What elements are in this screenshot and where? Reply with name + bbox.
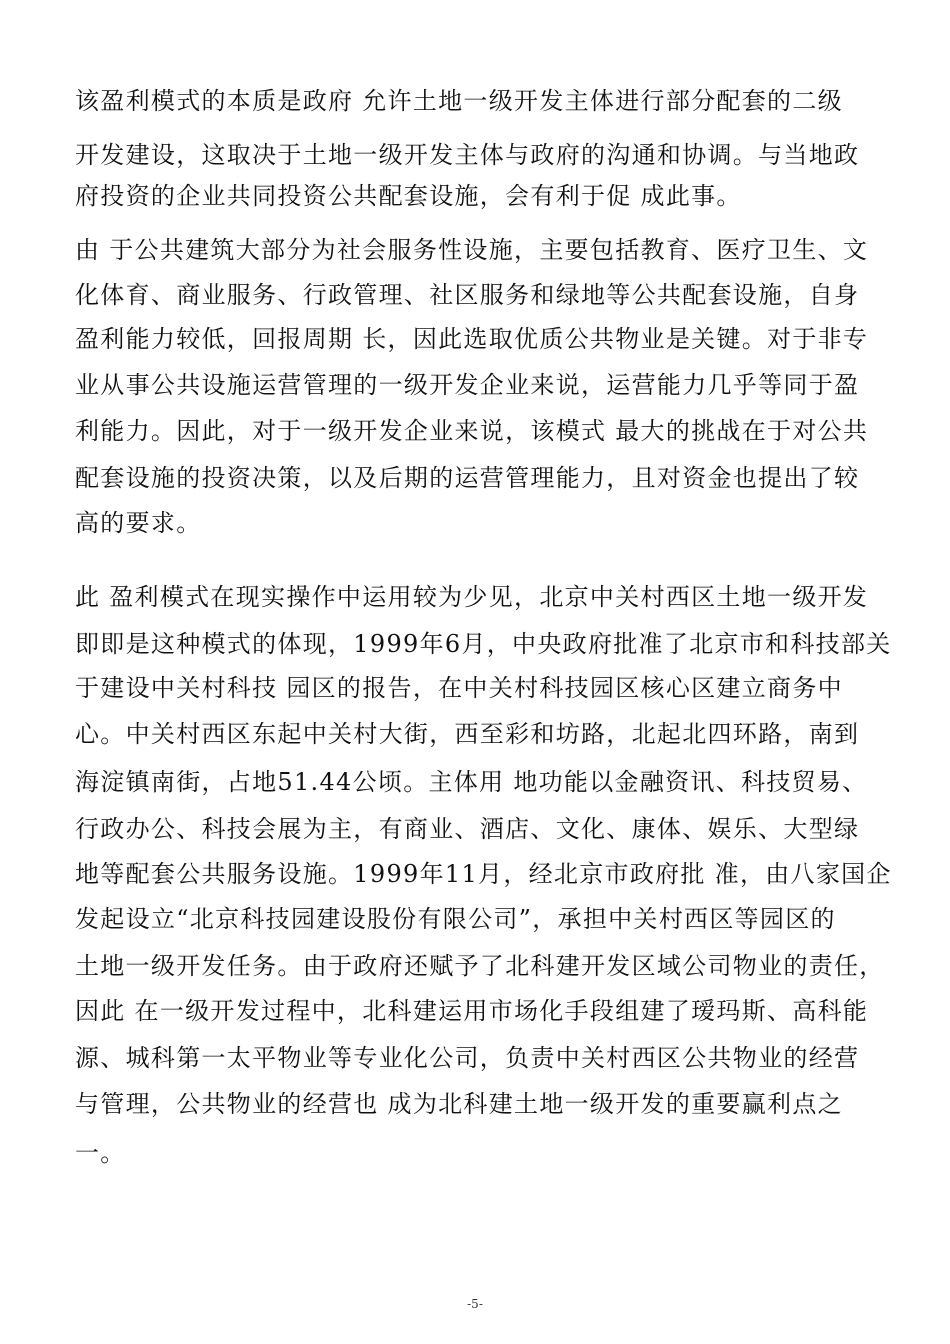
text-line: 利能力。因此，对于一级开发企业来说，该模式 最大的挑战在于对公共 [75,417,869,445]
text-line: 源、城科第一太平物业等专业化公司，负责中关村西区公共物业的经营 [75,1044,860,1072]
text-line: 府投资的企业共同投资公共配套设施，会有利于促 成此事。 [75,182,742,210]
text-line: 于建设中关村科技 园区的报告，在中关村科技园区核心区建立商务中 [75,674,843,702]
text-line: 发起设立“北京科技园建设股份有限公司”，承担中关村西区等园区的 [75,905,836,933]
page-number: -5- [467,1297,483,1311]
text-line: 由 于公共建筑大部分为社会服务性设施，主要包括教育、医疗卫生、文 [75,236,869,264]
text-line: 配套设施的投资决策，以及后期的运营管理能力，且对资金也提出了较 [75,464,860,492]
text-line: 盈利能力较低，回报周期 长，因此选取优质公共物业是关键。对于非专 [75,325,869,353]
text-line: 该盈利模式的本质是政府 允许土地一级开发主体进行部分配套的二级 [75,87,843,115]
text-line: 与管理，公共物业的经营也 成为北科建土地一级开发的重要赢利点之 [75,1090,843,1118]
text-line: 因此 在一级开发过程中，北科建运用市场化手段组建了瑷玛斯、高科能 [75,997,869,1025]
text-line: 心。中关村西区东起中关村大街，西至彩和坊路，北起北四环路，南到 [75,720,860,748]
text-line: 即即是这种模式的体现，1999年6月，中央政府批准了北京市和科技部关 [75,630,892,658]
text-line: 业从事公共设施运营管理的一级开发企业来说，运营能力几乎等同于盈 [75,371,860,399]
text-line: 开发建设，这取决于土地一级开发主体与政府的沟通和协调。与当地政 [75,141,860,169]
text-line: 海淀镇南街，占地51.44公顷。主体用 地功能以金融资讯、科技贸易、 [75,768,868,796]
text-line: 高的要求。 [75,509,202,537]
text-line: 此 盈利模式在现实操作中运用较为少见，北京中关村西区土地一级开发 [75,583,869,611]
text-line: 一。 [75,1139,126,1167]
text-line: 土地一级开发任务。由于政府还赋予了北科建开发区域公司物业的责任， [75,952,885,980]
text-line: 化体育、商业服务、行政管理、社区服务和绿地等公共配套设施，自身 [75,281,860,309]
text-line: 行政办公、科技会展为主，有商业、酒店、文化、康体、娱乐、大型绿 [75,815,860,843]
text-line: 地等配套公共服务设施。1999年11月，经北京市政府批 准，由八家国企 [75,860,892,888]
